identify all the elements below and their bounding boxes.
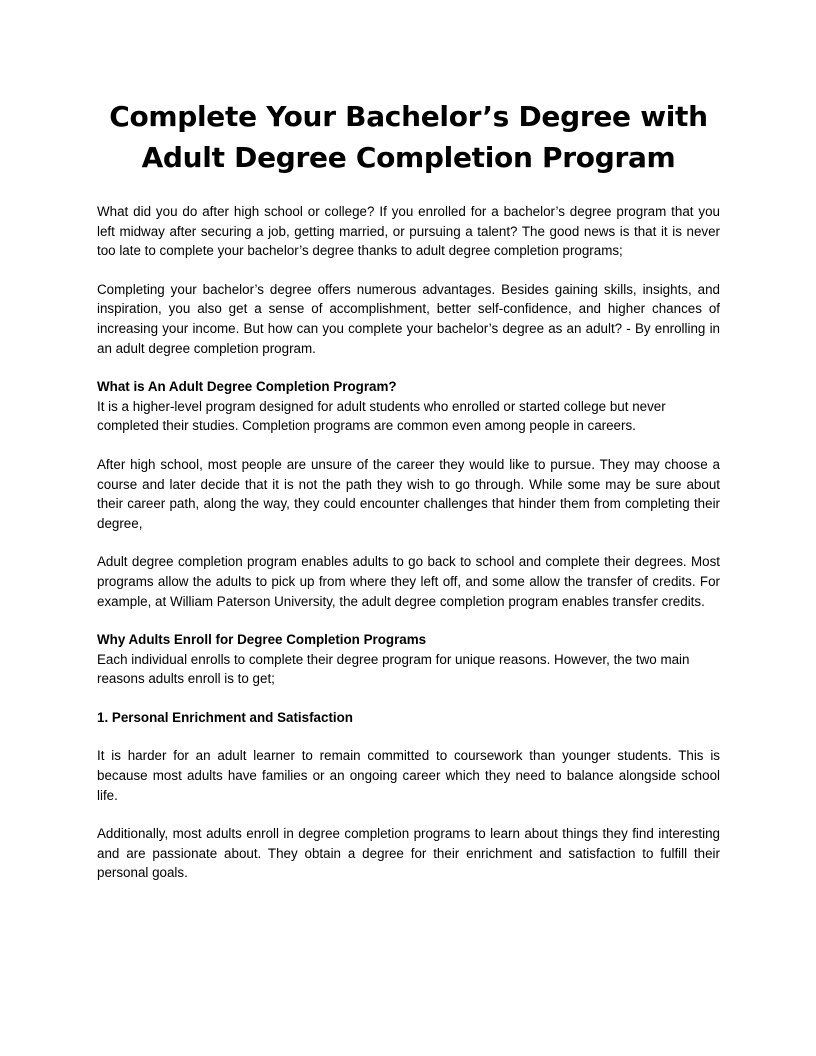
document-page: [97, 96, 720, 902]
intro-paragraph-2: Completing your bachelor’s degree offers numerous advantages. Besides gaining skills, insights, and inspiration, you also get a sense of accomplishment, better self-confidence, and higher chances of increasing your income. But how can you complete your bachelor’s degree as an adult? - By enrolling in an adult degree completion program.: [97, 281, 720, 356]
section-why-enroll: [97, 630, 720, 689]
title-line-1: Complete Your Bachelor’s Degree with: [109, 100, 708, 133]
section-what-is-paragraph-1: It is a higher-level program designed for adult students who enrolled or started college but never completed their studies. Completion programs are common even among people in careers.: [97, 398, 666, 434]
section-why-enroll-paragraph-1: Each individual enrolls to complete their degree program for unique reasons. However, the two main reasons adults enroll is to get;: [97, 651, 690, 687]
title-line-2: Adult Degree Completion Program: [141, 141, 676, 174]
section-what-is-paragraph-2: After high school, most people are unsure of the career they would like to pursue. They may choose a course and later decide that it is not the path they wish to go through. While some may be sure about their career path, along the way, they could encounter challenges that hinder them from completing their degree,: [97, 456, 720, 531]
section-what-is-paragraph-3: Adult degree completion program enables adults to go back to school and complete their degrees. Most programs allow the adults to pick up from where they left off, and some allow the transfer of credits. For example, at William Paterson University, the adult degree completion program enables transfer credits.: [97, 554, 720, 609]
intro-paragraph-1: What did you do after high school or college? If you enrolled for a bachelor’s degree program that you left midway after securing a job, getting married, or pursuing a talent? The good news is that it is never too late to complete your bachelor’s degree thanks to adult degree completion programs;: [97, 204, 720, 259]
subsection-heading-personal-enrichment: 1. Personal Enrichment and Satisfaction: [97, 709, 353, 725]
section-heading-why-enroll: Why Adults Enroll for Degree Completion Programs: [97, 632, 427, 648]
section-heading-what-is: What is An Adult Degree Completion Program?: [97, 379, 397, 395]
page-title: [97, 96, 720, 178]
subsection-personal-enrichment-paragraph-1: It is harder for an adult learner to remain committed to coursework than younger students. This is because most adults have families or an ongoing career which they need to balance alongside school life.: [97, 748, 720, 803]
section-what-is: [97, 377, 720, 436]
subsection-personal-enrichment-paragraph-2: Additionally, most adults enroll in degree completion programs to learn about things they find interesting and are passionate about. They obtain a degree for their enrichment and satisfaction to fulfill their personal goals.: [97, 826, 720, 881]
